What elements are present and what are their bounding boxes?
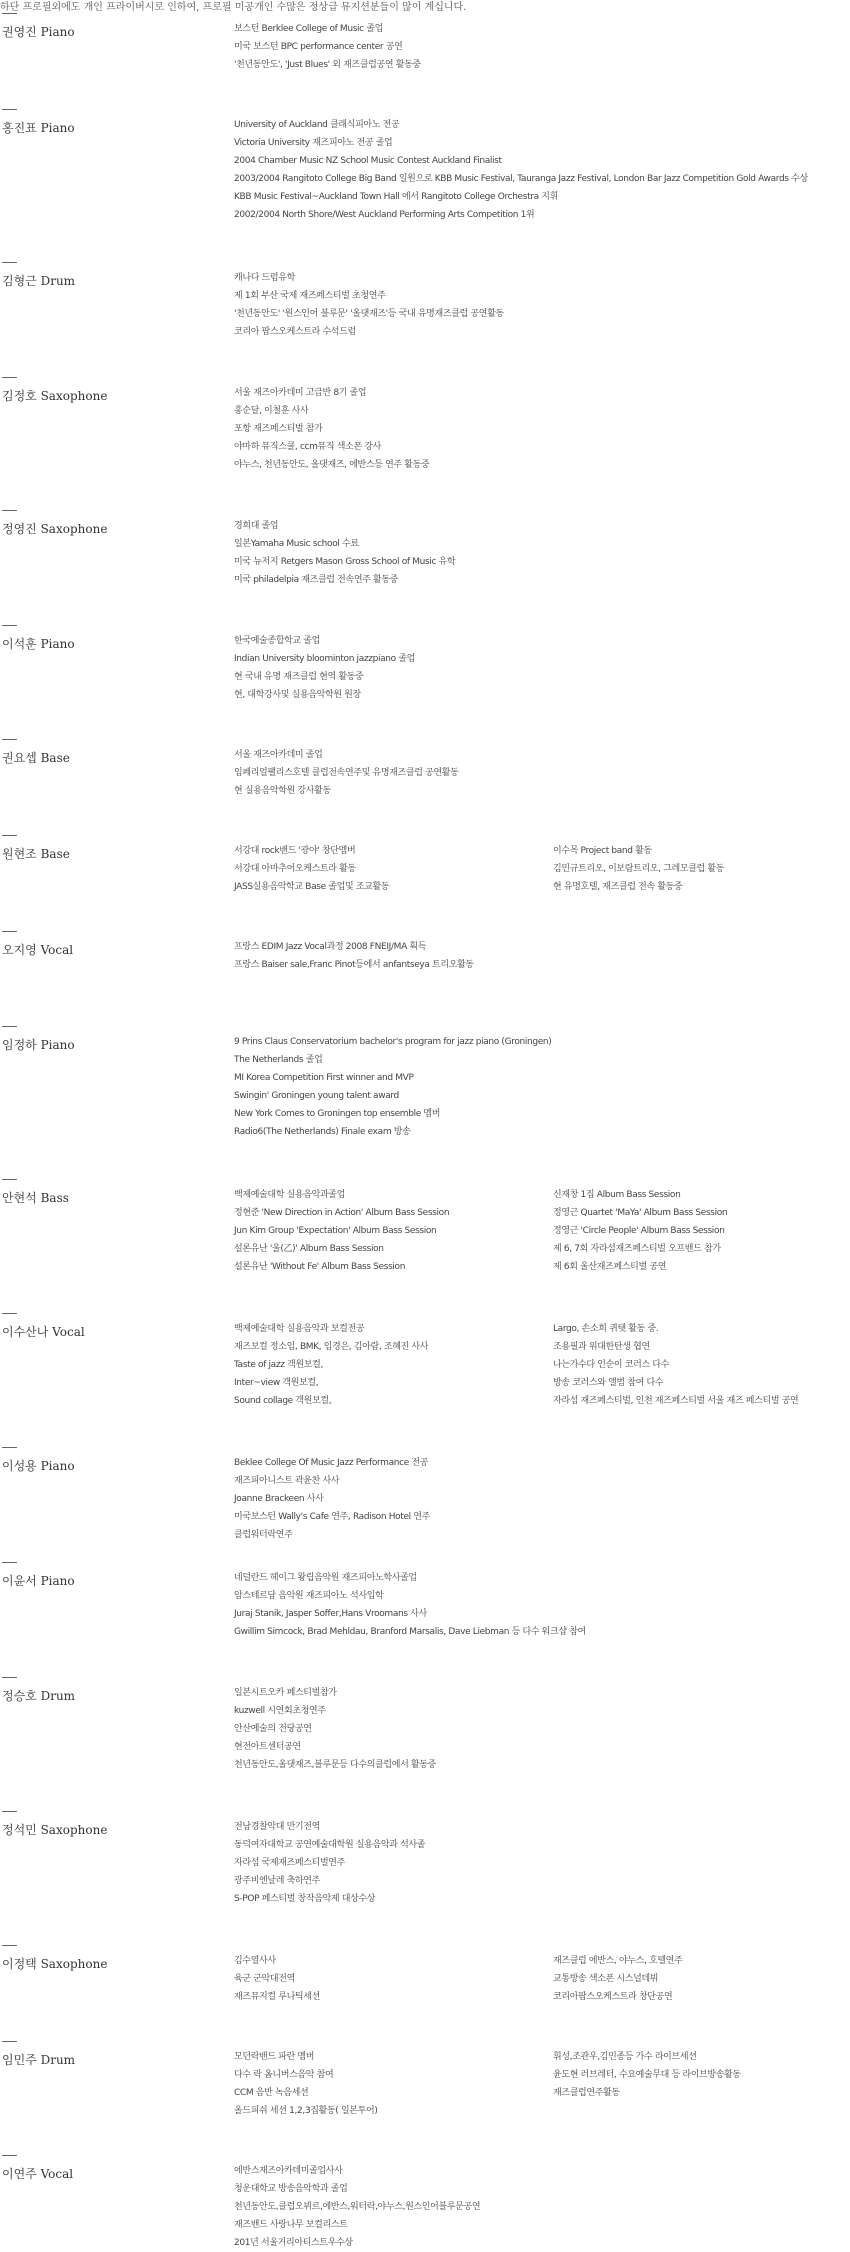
career-item: 교통방송 색소폰 시스널데뷔 bbox=[553, 1974, 659, 1984]
career-item: Gwillim Simcock, Brad Mehldau, Branford Marsalis, Dave Liebman 등 다수 워크샵 참여 bbox=[234, 1627, 586, 1637]
career-item: Inter~view 객원보컬, bbox=[234, 1378, 319, 1388]
career-list bbox=[234, 1186, 449, 1276]
career-item: 미국 보스턴 BPC performance center 공연 bbox=[234, 42, 403, 52]
career-item: 홍순달, 이철훈 사사 bbox=[234, 406, 309, 416]
career-list bbox=[234, 746, 458, 800]
career-item: Jun Kim Group 'Expectation' Album Bass Session bbox=[234, 1226, 437, 1236]
musician-name: 이석훈 Piano bbox=[2, 637, 75, 651]
career-item: 제 6회 울산재즈페스티벌 공연 bbox=[553, 1262, 667, 1272]
career-item: 현, 대학강사및 실용음악학원 원장 bbox=[234, 690, 361, 700]
career-item: 재즈클럽 에반스, 야누스, 호텔연주 bbox=[553, 1956, 683, 1966]
musician-name: 이정택 Saxophone bbox=[2, 1957, 108, 1971]
musician-name: 임정하 Piano bbox=[2, 1038, 75, 1052]
career-list bbox=[234, 1818, 425, 1908]
career-item: 보스턴 Berklee College of Music 졸업 bbox=[234, 24, 383, 34]
career-item: Joanne Brackeen 사사 bbox=[234, 1494, 324, 1504]
career-item: 휘성,조관우,김민종등 가수 라이브세션 bbox=[553, 2052, 697, 2062]
divider bbox=[2, 1811, 17, 1812]
career-list bbox=[234, 2048, 377, 2120]
career-list bbox=[234, 1033, 551, 1141]
career-item: 재즈뮤지컬 루나틱세션 bbox=[234, 1992, 320, 2002]
career-item: kuzwell 시연회초청연주 bbox=[234, 1706, 326, 1716]
career-item: 설론유난 'Without Fe' Album Bass Session bbox=[234, 1262, 406, 1272]
career-item: 프랑스 EDIM Jazz Vocal과정 2008 FNEIJ/MA 획득 bbox=[234, 942, 427, 952]
career-item: 김수열사사 bbox=[234, 1956, 276, 1966]
career-item: 이수목 Project band 활동 bbox=[553, 846, 652, 856]
divider bbox=[2, 931, 17, 932]
career-item: 동덕여자대학교 공연예술대학원 실용음악과 석사졸 bbox=[234, 1840, 426, 1850]
career-list bbox=[234, 1952, 320, 2006]
divider bbox=[2, 2155, 17, 2156]
career-item: 현 실용음악학원 강사활동 bbox=[234, 786, 331, 796]
divider bbox=[2, 377, 17, 378]
career-item: 재즈클럽연주활동 bbox=[553, 2088, 620, 2098]
musician-name: 김정호 Saxophone bbox=[2, 389, 108, 403]
career-list bbox=[234, 116, 808, 224]
career-list-secondary bbox=[553, 1952, 682, 2006]
musician-name: 김형근 Drum bbox=[2, 274, 76, 288]
career-item: Victoria University 재즈피아노 전공 졸업 bbox=[234, 138, 393, 148]
career-item: 자라섬 국제재즈페스티벌연주 bbox=[234, 1858, 345, 1868]
divider bbox=[2, 1447, 17, 1448]
career-item: S-POP 페스티벌 창작음악제 대상수상 bbox=[234, 1894, 376, 1904]
career-item: 코리아 팝스오케스트라 수석드럼 bbox=[234, 327, 356, 337]
career-list bbox=[234, 384, 429, 474]
career-list bbox=[234, 20, 421, 74]
career-item: 제 6, 7회 자라섬재즈페스티벌 오프밴드 참가 bbox=[553, 1244, 721, 1254]
career-item: 2003/2004 Rangitoto College Big Band 일원으로 KBB Music Festival, Tauranga Jazz Festival, London Bar Jazz Competition Gold Awards 수상 bbox=[234, 174, 808, 184]
career-item: 네덜란드 헤이그 왕립음악원 재즈피아노학사졸업 bbox=[234, 1573, 417, 1583]
career-list bbox=[234, 1684, 436, 1774]
career-list bbox=[234, 1454, 430, 1544]
career-item: 신재창 1집 Album Bass Session bbox=[553, 1190, 681, 1200]
career-item: 클럽워터락연주 bbox=[234, 1530, 293, 1540]
career-item: 일본시트오카 페스티벌참가 bbox=[234, 1688, 337, 1698]
career-item: CCM 음반 녹음세션 bbox=[234, 2088, 309, 2098]
divider bbox=[2, 510, 17, 511]
career-item: 한국예술종합학교 졸업 bbox=[234, 636, 320, 646]
musician-name: 권영진 Piano bbox=[2, 25, 75, 39]
career-item: 코리아팝스오케스트라 창단공연 bbox=[553, 1992, 673, 2002]
career-list bbox=[234, 269, 504, 341]
career-list bbox=[234, 632, 415, 704]
career-item: 프랑스 Baiser sale,Franc Pinot등에서 anfantseya 트리오활동 bbox=[234, 960, 474, 970]
career-item: 201년 서울거리아티스트우수상 bbox=[234, 2238, 353, 2248]
career-item: 백제예술대학 실용음악과졸업 bbox=[234, 1190, 345, 1200]
musician-name: 정석민 Saxophone bbox=[2, 1823, 108, 1837]
divider bbox=[2, 2041, 17, 2042]
career-item: 육군 군악대전역 bbox=[234, 1974, 295, 1984]
musician-name: 오지영 Vocal bbox=[2, 943, 74, 957]
career-item: 자라섬 재즈페스티벌, 인천 재즈페스티벌 서울 재즈 페스티벌 공연 bbox=[553, 1396, 799, 1406]
career-item: Largo, 손소희 퀴탯 활동 중. bbox=[553, 1324, 659, 1334]
career-item: 서울 재즈아카데미 졸업 bbox=[234, 750, 323, 760]
divider bbox=[2, 1026, 17, 1027]
career-list-secondary bbox=[553, 1186, 727, 1276]
career-item: 캐나다 드럼유학 bbox=[234, 273, 295, 283]
musician-name: 원현조 Base bbox=[2, 847, 70, 861]
career-item: 올드피쉬 세션 1,2,3집활동( 일본투어) bbox=[234, 2106, 378, 2116]
career-item: KBB Music Festival~Auckland Town Hall 에서 Rangitoto College Orchestra 지휘 bbox=[234, 192, 558, 202]
career-item: 재즈피아니스트 곽윤찬 사사 bbox=[234, 1476, 340, 1486]
career-item: 미국 philadelpia 재즈클럽 전속연주 활동중 bbox=[234, 575, 399, 585]
career-item: 정영근 'Circle People' Album Bass Session bbox=[553, 1226, 725, 1236]
career-list bbox=[234, 517, 455, 589]
career-item: 김민규트리오, 이보람트리오, 그레모클럽 활동 bbox=[553, 864, 725, 874]
career-item: 경희대 졸업 bbox=[234, 521, 279, 531]
divider bbox=[2, 1562, 17, 1563]
career-item: Sound collage 객원보컬, bbox=[234, 1396, 332, 1406]
career-item: 재즈밴드 사랑나무 보컬리스트 bbox=[234, 2220, 348, 2230]
career-item: 나는가수다 인순이 코러스 다수 bbox=[553, 1360, 670, 1370]
career-item: 제 1회 부산 국제 재즈페스티벌 초청연주 bbox=[234, 291, 386, 301]
career-item: 재즈보컬 정소임, BMK, 임경은, 김아람, 조혜진 사사 bbox=[234, 1342, 429, 1352]
career-list-secondary bbox=[553, 1320, 798, 1410]
divider bbox=[2, 1677, 17, 1678]
career-list bbox=[234, 1320, 428, 1410]
divider bbox=[2, 262, 17, 263]
career-list bbox=[234, 1569, 586, 1641]
career-item: 윤도현 러브레터, 수요예술무대 등 라이브방송활동 bbox=[553, 2070, 741, 2080]
musician-name: 홍진표 Piano bbox=[2, 121, 75, 135]
divider bbox=[2, 1945, 17, 1946]
musician-name: 이수산나 Vocal bbox=[2, 1325, 85, 1339]
career-item: '천년동안도' '원스인어 블루문' '올댓재즈'등 국내 유명재즈클럽 공연활동 bbox=[234, 309, 504, 319]
career-item: 안산예술의 전당공연 bbox=[234, 1724, 312, 1734]
career-list bbox=[234, 2162, 480, 2252]
musician-name: 이연주 Vocal bbox=[2, 2167, 74, 2181]
career-item: 서강대 rock밴드 '광야' 창단멤버 bbox=[234, 846, 356, 856]
career-item: Juraj Stanik, Jasper Soffer,Hans Vroomans 사사 bbox=[234, 1609, 427, 1619]
career-item: The Netherlands 졸업 bbox=[234, 1055, 323, 1065]
career-item: '천년동안도', 'Just Blues' 외 재즈클럽공연 활동중 bbox=[234, 60, 421, 70]
intro-notice: 하단 프로필외에도 개인 프라이버시로 인하여, 프로필 미공개인 수많은 정상급 뮤지션분들이 많이 계십니다. bbox=[0, 2, 467, 13]
career-item: 야마하 뮤직스쿨, ccm뮤직 색소폰 강사 bbox=[234, 442, 381, 452]
career-item: 9 Prins Claus Conservatorium bachelor's program for jazz piano (Groningen) bbox=[234, 1037, 552, 1047]
divider bbox=[2, 625, 17, 626]
career-item: New York Comes to Groningen top ensemble 멤버 bbox=[234, 1109, 441, 1119]
career-item: 임페리얼팰리스호텔 클럽전속연주및 유명재즈클럽 공연활동 bbox=[234, 768, 459, 778]
career-item: University of Auckland 클래식피아노 전공 bbox=[234, 120, 400, 130]
career-item: Indian University bloominton jazzpiano 졸업 bbox=[234, 654, 416, 664]
career-item: 서강대 아마추어오케스트라 활동 bbox=[234, 864, 356, 874]
career-item: 방송 코러스와 앨범 참여 다수 bbox=[553, 1378, 664, 1388]
career-list-secondary bbox=[553, 842, 724, 896]
musician-name: 이성용 Piano bbox=[2, 1459, 75, 1473]
career-item: Swingin' Groningen young talent award bbox=[234, 1091, 399, 1101]
career-list-secondary bbox=[553, 2048, 741, 2102]
career-item: 정영근 Quartet 'MaYa' Album Bass Session bbox=[553, 1208, 728, 1218]
career-item: 현 유명호텔, 재즈클럽 전속 활동중 bbox=[553, 882, 683, 892]
career-item: 2004 Chamber Music NZ School Music Contest Auckland Finalist bbox=[234, 156, 502, 166]
divider bbox=[2, 835, 17, 836]
career-item: 서울 재즈아카데미 고급반 8기 졸업 bbox=[234, 388, 367, 398]
career-item: 정현준 'New Direction in Action' Album Bass Session bbox=[234, 1208, 450, 1218]
musician-name: 권요셉 Base bbox=[2, 751, 70, 765]
career-item: 광주비엔날레 축하연주 bbox=[234, 1876, 320, 1886]
career-item: 청운대학교 방송음악학과 졸업 bbox=[234, 2184, 348, 2194]
career-item: Radio6(The Netherlands) Finale exam 방송 bbox=[234, 1127, 411, 1137]
career-item: 포항 재즈페스티벌 참가 bbox=[234, 424, 323, 434]
divider bbox=[2, 13, 17, 14]
career-item: 에반스재즈아카데미졸업사사 bbox=[234, 2166, 343, 2176]
career-item: 미국 뉴저지 Retgers Mason Gross School of Music 유학 bbox=[234, 557, 456, 567]
musician-name: 안현석 Bass bbox=[2, 1191, 69, 1205]
career-item: 2002/2004 North Shore/West Auckland Performing Arts Competition 1위 bbox=[234, 210, 535, 220]
career-item: 백제예술대학 실용음악과 보컬전공 bbox=[234, 1324, 365, 1334]
career-item: 암스테르담 음악원 재즈피아노 석사입학 bbox=[234, 1591, 384, 1601]
career-item: Beklee College Of Music Jazz Performance 전공 bbox=[234, 1458, 429, 1468]
divider bbox=[2, 109, 17, 110]
career-item: 천년동안도,클럽오뷔르,에반스,워터락,야누스,원스인어블루문공연 bbox=[234, 2202, 481, 2212]
divider bbox=[2, 1313, 17, 1314]
career-item: 다수 락 옴니버스음악 참여 bbox=[234, 2070, 334, 2080]
career-item: MI Korea Competition First winner and MVP bbox=[234, 1073, 414, 1083]
career-item: 미국보스턴 Wally's Cafe 연주, Radison Hotel 연주 bbox=[234, 1512, 430, 1522]
career-item: 전남경찰악대 만기전역 bbox=[234, 1822, 320, 1832]
career-list bbox=[234, 938, 474, 974]
musician-name: 임민주 Drum bbox=[2, 2053, 76, 2067]
divider bbox=[2, 1179, 17, 1180]
career-item: 천년동안도,올댓재즈,블루문등 다수의클럽에서 활동중 bbox=[234, 1760, 436, 1770]
career-item: 조용필과 위대한탄생 협연 bbox=[553, 1342, 650, 1352]
musician-name: 이윤서 Piano bbox=[2, 1574, 75, 1588]
career-item: 일본Yamaha Music school 수료 bbox=[234, 539, 359, 549]
musician-name: 정승호 Drum bbox=[2, 1689, 76, 1703]
career-item: Taste of jazz 객원보컬, bbox=[234, 1360, 323, 1370]
career-item: 야누스, 천년동안도, 올댓재즈, 에반스등 연주 활동중 bbox=[234, 460, 430, 470]
career-item: 설론유난 '울(乙)' Album Bass Session bbox=[234, 1244, 384, 1254]
career-item: 현전아트센터공연 bbox=[234, 1742, 301, 1752]
career-list bbox=[234, 842, 389, 896]
divider bbox=[2, 739, 17, 740]
career-item: 현 국내 유명 재즈클럽 현역 활동중 bbox=[234, 672, 364, 682]
career-item: JASS실용음악학교 Base 졸업및 조교활동 bbox=[234, 882, 390, 892]
career-item: 모던락밴드 파란 멤버 bbox=[234, 2052, 315, 2062]
musician-name: 정영진 Saxophone bbox=[2, 522, 108, 536]
